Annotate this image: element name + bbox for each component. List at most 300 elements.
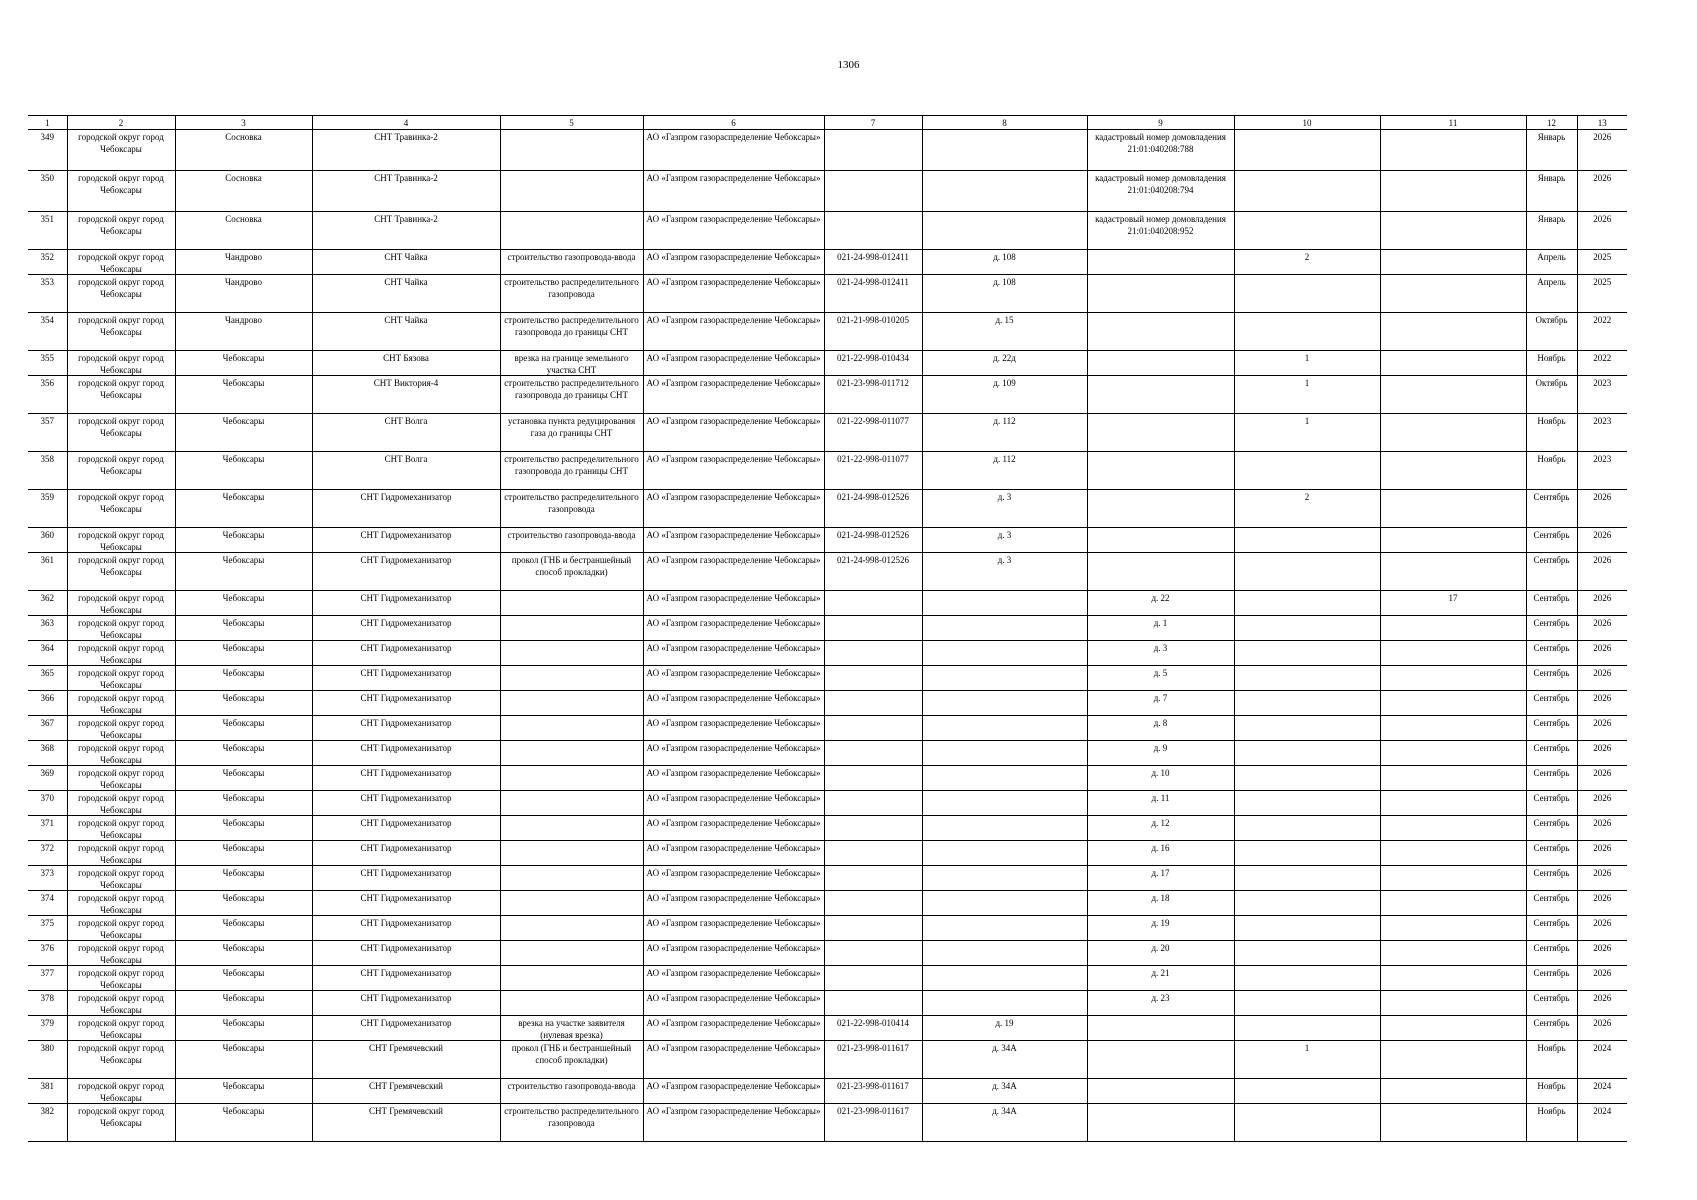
cell-c8 — [922, 666, 1087, 691]
cell-c2 — [67, 414, 175, 452]
cell-text: строительство распределительного газопровода — [504, 492, 639, 514]
cell-c11 — [1380, 591, 1526, 616]
column-header-9: 9 — [1087, 116, 1234, 130]
cell-c11 — [1380, 716, 1526, 741]
cell-c13 — [1577, 616, 1627, 641]
cell-text: д. 3 — [997, 555, 1012, 565]
cell-text: д. 8 — [1153, 718, 1168, 728]
cell-text: 021-24-998-012411 — [837, 252, 909, 262]
cell-text: 1 — [1304, 378, 1310, 388]
cell-c4 — [312, 250, 500, 275]
cell-c9 — [1087, 130, 1234, 171]
cell-text: кадастровый номер домовладения 21:01:040208:788 — [1095, 132, 1226, 154]
cell-text — [827, 842, 920, 865]
cell-text: 381 — [40, 1081, 54, 1091]
cell-text: 2026 — [1593, 743, 1612, 753]
cell-text — [925, 967, 1085, 990]
cell-c8 — [922, 414, 1087, 452]
cell-c2 — [67, 490, 175, 528]
cell-c7 — [824, 452, 922, 490]
cell-text — [827, 617, 920, 640]
cell-c2 — [67, 1104, 175, 1142]
cell-c7 — [824, 1016, 922, 1041]
cell-text: городской округ город Чебоксары — [78, 643, 164, 665]
cell-text: Чебоксары — [222, 555, 265, 565]
cell-c3 — [175, 941, 312, 966]
cell-c10 — [1234, 1079, 1380, 1104]
cell-c11 — [1380, 130, 1526, 171]
cell-text: 2023 — [1593, 416, 1612, 426]
cell-c11 — [1380, 1016, 1526, 1041]
cell-c12 — [1526, 212, 1577, 250]
cell-text: АО «Газпром газораспределение Чебоксары» — [646, 454, 821, 464]
cell-n — [28, 1079, 67, 1104]
cell-c6 — [643, 250, 824, 275]
cell-c2 — [67, 130, 175, 171]
cell-c12 — [1526, 741, 1577, 766]
cell-c7 — [824, 691, 922, 716]
cell-text: Чебоксары — [222, 843, 265, 853]
cell-c7 — [824, 1041, 922, 1079]
cell-c10 — [1234, 816, 1380, 841]
table-row — [28, 741, 1627, 766]
cell-text: Ноябрь — [1537, 1043, 1566, 1053]
cell-c11 — [1380, 766, 1526, 791]
cell-c10 — [1234, 916, 1380, 941]
cell-c10 — [1234, 716, 1380, 741]
cell-text: Чебоксары — [222, 918, 265, 928]
table-row — [28, 891, 1627, 916]
cell-text: 2026 — [1593, 132, 1612, 142]
cell-text: строительство распределительного газопровода до границы СНТ — [504, 315, 639, 337]
cell-text — [1237, 792, 1378, 815]
cell-text — [1237, 917, 1378, 940]
cell-text: 021-21-998-010205 — [837, 315, 909, 325]
cell-text — [503, 717, 641, 740]
cell-text: д. 112 — [993, 454, 1016, 464]
cell-c7 — [824, 591, 922, 616]
cell-text: 2 — [1304, 252, 1310, 262]
table-row — [28, 791, 1627, 816]
cell-text: СНТ Гремячевский — [369, 1106, 443, 1116]
cell-n — [28, 351, 67, 376]
cell-c10 — [1234, 1041, 1380, 1079]
cell-c11 — [1380, 376, 1526, 414]
cell-c3 — [175, 791, 312, 816]
cell-n — [28, 528, 67, 553]
cell-n — [28, 991, 67, 1016]
cell-text: СНТ Гидромеханизатор — [360, 643, 452, 653]
cell-text: СНТ Гидромеханизатор — [360, 693, 452, 703]
cell-text: городской округ город Чебоксары — [78, 718, 164, 740]
cell-c4 — [312, 452, 500, 490]
cell-c3 — [175, 841, 312, 866]
cell-text: д. 112 — [993, 416, 1016, 426]
cell-c8 — [922, 766, 1087, 791]
cell-c8 — [922, 528, 1087, 553]
cell-text — [1383, 131, 1524, 170]
cell-text: городской округ город Чебоксары — [78, 252, 164, 274]
cell-text — [1237, 1105, 1378, 1141]
cell-text: Чебоксары — [222, 492, 265, 502]
cell-text — [1383, 529, 1524, 552]
cell-c4 — [312, 1079, 500, 1104]
cell-n — [28, 916, 67, 941]
cell-c8 — [922, 941, 1087, 966]
cell-c3 — [175, 766, 312, 791]
cell-c5 — [500, 1016, 643, 1041]
cell-text: АО «Газпром газораспределение Чебоксары» — [646, 893, 821, 903]
cell-text — [925, 667, 1085, 690]
cell-c3 — [175, 490, 312, 528]
cell-c4 — [312, 1016, 500, 1041]
cell-c12 — [1526, 553, 1577, 591]
cell-c9 — [1087, 816, 1234, 841]
cell-text — [1383, 667, 1524, 690]
cell-text: 350 — [40, 173, 54, 183]
cell-c10 — [1234, 275, 1380, 313]
cell-c12 — [1526, 791, 1577, 816]
cell-c2 — [67, 816, 175, 841]
cell-text: Чандрово — [225, 252, 262, 262]
cell-text — [1237, 314, 1378, 350]
cell-c7 — [824, 553, 922, 591]
cell-text — [925, 817, 1085, 840]
cell-c4 — [312, 171, 500, 212]
cell-text: городской округ город Чебоксары — [78, 818, 164, 840]
cell-text — [1090, 1080, 1232, 1103]
cell-text: Январь — [1537, 132, 1566, 142]
cell-text: Ноябрь — [1537, 1081, 1566, 1091]
cell-text: Чебоксары — [222, 993, 265, 1003]
cell-c13 — [1577, 691, 1627, 716]
cell-text: 365 — [40, 668, 54, 678]
cell-text: городской округ город Чебоксары — [78, 492, 164, 514]
cell-text: Сосновка — [225, 173, 262, 183]
cell-text: АО «Газпром газораспределение Чебоксары» — [646, 378, 821, 388]
cell-c11 — [1380, 1041, 1526, 1079]
cell-text: СНТ Гремячевский — [369, 1081, 443, 1091]
cell-c12 — [1526, 816, 1577, 841]
cell-c4 — [312, 816, 500, 841]
cell-n — [28, 130, 67, 171]
cell-c3 — [175, 452, 312, 490]
cell-c11 — [1380, 414, 1526, 452]
cell-n — [28, 414, 67, 452]
cell-text: АО «Газпром газораспределение Чебоксары» — [646, 643, 821, 653]
cell-c11 — [1380, 891, 1526, 916]
cell-c11 — [1380, 452, 1526, 490]
cell-text: строительство газопровода-ввода — [507, 252, 636, 262]
cell-text — [1237, 967, 1378, 990]
cell-text — [1237, 213, 1378, 249]
table-row — [28, 666, 1627, 691]
cell-text: 021-24-998-012526 — [837, 555, 909, 565]
cell-text: 021-24-998-012411 — [837, 277, 909, 287]
cell-text: Сентябрь — [1533, 593, 1570, 603]
cell-text: СНТ Гидромеханизатор — [360, 530, 452, 540]
cell-c3 — [175, 275, 312, 313]
cell-text: городской округ город Чебоксары — [78, 173, 164, 195]
cell-text: СНТ Гидромеханизатор — [360, 943, 452, 953]
cell-text: Чебоксары — [222, 416, 265, 426]
cell-c13 — [1577, 171, 1627, 212]
cell-c9 — [1087, 691, 1234, 716]
cell-c2 — [67, 1041, 175, 1079]
cell-text: д. 9 — [1153, 743, 1168, 753]
cell-text: д. 3 — [997, 530, 1012, 540]
cell-text — [1090, 491, 1232, 527]
cell-text: Чебоксары — [222, 1081, 265, 1091]
cell-c9 — [1087, 866, 1234, 891]
cell-text: СНТ Гидромеханизатор — [360, 593, 452, 603]
cell-c10 — [1234, 351, 1380, 376]
cell-text: 376 — [40, 943, 54, 953]
cell-text: 2026 — [1593, 492, 1612, 502]
cell-c13 — [1577, 130, 1627, 171]
cell-c11 — [1380, 616, 1526, 641]
cell-c9 — [1087, 1041, 1234, 1079]
cell-c2 — [67, 691, 175, 716]
cell-c6 — [643, 490, 824, 528]
cell-c6 — [643, 553, 824, 591]
cell-text — [925, 131, 1085, 170]
cell-text: Чебоксары — [222, 718, 265, 728]
cell-text: СНТ Виктория-4 — [373, 378, 439, 388]
cell-text — [1090, 415, 1232, 451]
cell-text: 2026 — [1593, 968, 1612, 978]
table-row — [28, 641, 1627, 666]
cell-text: 366 — [40, 693, 54, 703]
cell-text — [1090, 1042, 1232, 1078]
cell-text: 374 — [40, 893, 54, 903]
cell-c12 — [1526, 250, 1577, 275]
cell-c9 — [1087, 351, 1234, 376]
cell-text — [1383, 453, 1524, 489]
cell-c7 — [824, 616, 922, 641]
cell-text — [1237, 842, 1378, 865]
cell-c9 — [1087, 616, 1234, 641]
cell-text — [1090, 1105, 1232, 1141]
cell-c10 — [1234, 1016, 1380, 1041]
cell-text: Ноябрь — [1537, 1106, 1566, 1116]
column-header-3: 3 — [175, 116, 312, 130]
cell-text: д. 12 — [1151, 818, 1170, 828]
cell-text: АО «Газпром газораспределение Чебоксары» — [646, 1106, 821, 1116]
cell-text: 2026 — [1593, 718, 1612, 728]
cell-c6 — [643, 691, 824, 716]
cell-c13 — [1577, 816, 1627, 841]
cell-text — [1383, 1080, 1524, 1103]
cell-c5 — [500, 991, 643, 1016]
column-header-10: 10 — [1234, 116, 1380, 130]
cell-text — [503, 867, 641, 890]
cell-c10 — [1234, 452, 1380, 490]
cell-c5 — [500, 171, 643, 212]
cell-text: 021-24-998-012526 — [837, 530, 909, 540]
cell-c11 — [1380, 991, 1526, 1016]
cell-text: д. 34А — [992, 1081, 1017, 1091]
cell-c5 — [500, 616, 643, 641]
cell-text: Сентябрь — [1533, 668, 1570, 678]
cell-text: д. 22 — [1151, 593, 1170, 603]
cell-text: Сентябрь — [1533, 968, 1570, 978]
cell-c5 — [500, 916, 643, 941]
cell-text: 2026 — [1593, 668, 1612, 678]
cell-c8 — [922, 275, 1087, 313]
cell-text: 1 — [1304, 1043, 1310, 1053]
cell-n — [28, 313, 67, 351]
cell-text: АО «Газпром газораспределение Чебоксары» — [646, 1043, 821, 1053]
cell-text: установка пункта редуцирования газа до границы СНТ — [507, 416, 636, 438]
cell-c8 — [922, 966, 1087, 991]
cell-text: строительство газопровода-ввода — [507, 1081, 636, 1091]
cell-text: 2025 — [1593, 277, 1612, 287]
table-row — [28, 1104, 1627, 1142]
cell-c8 — [922, 1079, 1087, 1104]
cell-n — [28, 1016, 67, 1041]
cell-text — [1383, 172, 1524, 211]
cell-text: 2026 — [1593, 868, 1612, 878]
cell-c12 — [1526, 941, 1577, 966]
cell-text: Сентябрь — [1533, 818, 1570, 828]
cell-text: Сентябрь — [1533, 918, 1570, 928]
cell-text: СНТ Гидромеханизатор — [360, 918, 452, 928]
cell-c5 — [500, 666, 643, 691]
cell-text — [1090, 453, 1232, 489]
cell-n — [28, 841, 67, 866]
cell-text — [827, 892, 920, 915]
cell-c13 — [1577, 966, 1627, 991]
cell-c8 — [922, 553, 1087, 591]
cell-c6 — [643, 1079, 824, 1104]
cell-text — [1090, 314, 1232, 350]
column-header-13: 13 — [1577, 116, 1627, 130]
cell-text: 2026 — [1593, 768, 1612, 778]
cell-c9 — [1087, 966, 1234, 991]
cell-c5 — [500, 414, 643, 452]
cell-c3 — [175, 130, 312, 171]
cell-c5 — [500, 941, 643, 966]
cell-c7 — [824, 741, 922, 766]
cell-text: Сентябрь — [1533, 643, 1570, 653]
cell-c11 — [1380, 1104, 1526, 1142]
cell-text — [1383, 617, 1524, 640]
cell-text: Сентябрь — [1533, 492, 1570, 502]
cell-c3 — [175, 816, 312, 841]
cell-text — [1237, 742, 1378, 765]
cell-c9 — [1087, 716, 1234, 741]
cell-text: 382 — [40, 1106, 54, 1116]
cell-text: д. 34А — [992, 1043, 1017, 1053]
cell-text: д. 109 — [993, 378, 1016, 388]
table-row — [28, 766, 1627, 791]
cell-text: 2022 — [1593, 315, 1612, 325]
cell-text: д. 19 — [995, 1018, 1014, 1028]
column-header-7: 7 — [824, 116, 922, 130]
cell-text — [503, 917, 641, 940]
cell-text: АО «Газпром газораспределение Чебоксары» — [646, 173, 821, 183]
cell-c6 — [643, 916, 824, 941]
cell-text: 367 — [40, 718, 54, 728]
cell-n — [28, 666, 67, 691]
cell-text: Сентябрь — [1533, 893, 1570, 903]
cell-text: 355 — [40, 353, 54, 363]
cell-c7 — [824, 313, 922, 351]
cell-text — [1383, 415, 1524, 451]
cell-c2 — [67, 891, 175, 916]
cell-c2 — [67, 666, 175, 691]
cell-text: Чебоксары — [222, 793, 265, 803]
cell-c11 — [1380, 313, 1526, 351]
cell-text: 17 — [1448, 593, 1458, 603]
cell-text — [503, 967, 641, 990]
cell-c6 — [643, 351, 824, 376]
cell-text — [1383, 942, 1524, 965]
cell-c3 — [175, 1041, 312, 1079]
cell-c3 — [175, 1079, 312, 1104]
cell-c7 — [824, 891, 922, 916]
cell-text: д. 20 — [1151, 943, 1170, 953]
cell-text — [925, 917, 1085, 940]
cell-c7 — [824, 351, 922, 376]
cell-c3 — [175, 171, 312, 212]
cell-text: д. 3 — [997, 492, 1012, 502]
cell-text: СНТ Гидромеханизатор — [360, 868, 452, 878]
cell-c3 — [175, 591, 312, 616]
cell-c6 — [643, 641, 824, 666]
cell-text: 2026 — [1593, 943, 1612, 953]
cell-text: 377 — [40, 968, 54, 978]
cell-c12 — [1526, 490, 1577, 528]
cell-text — [827, 942, 920, 965]
cell-text: Сосновка — [225, 214, 262, 224]
cell-text: 2026 — [1593, 1018, 1612, 1028]
cell-text — [1383, 276, 1524, 312]
cell-c10 — [1234, 250, 1380, 275]
cell-text: 2026 — [1593, 693, 1612, 703]
cell-text — [827, 792, 920, 815]
cell-c11 — [1380, 250, 1526, 275]
cell-text: СНТ Гидромеханизатор — [360, 818, 452, 828]
cell-text: Чебоксары — [222, 768, 265, 778]
data-table — [28, 115, 1627, 1142]
cell-text: Сентябрь — [1533, 768, 1570, 778]
cell-text: Чебоксары — [222, 353, 265, 363]
cell-c12 — [1526, 966, 1577, 991]
cell-c4 — [312, 716, 500, 741]
cell-c10 — [1234, 766, 1380, 791]
cell-text: строительство газопровода-ввода — [507, 530, 636, 540]
cell-text: врезка на участке заявителя (нулевая врезка) — [518, 1018, 625, 1040]
cell-text: д. 10 — [1151, 768, 1170, 778]
cell-text — [1383, 917, 1524, 940]
cell-c9 — [1087, 741, 1234, 766]
cell-c12 — [1526, 641, 1577, 666]
cell-text — [1237, 1080, 1378, 1103]
cell-c13 — [1577, 490, 1627, 528]
cell-text: Чебоксары — [222, 454, 265, 464]
cell-c5 — [500, 250, 643, 275]
cell-text: прокол (ГНБ и бестраншейный способ прокладки) — [511, 1043, 632, 1065]
cell-text — [827, 213, 920, 249]
cell-text: Сентябрь — [1533, 618, 1570, 628]
cell-c4 — [312, 591, 500, 616]
cell-text: Апрель — [1537, 252, 1566, 262]
cell-c10 — [1234, 171, 1380, 212]
cell-c10 — [1234, 891, 1380, 916]
column-header-12: 12 — [1526, 116, 1577, 130]
